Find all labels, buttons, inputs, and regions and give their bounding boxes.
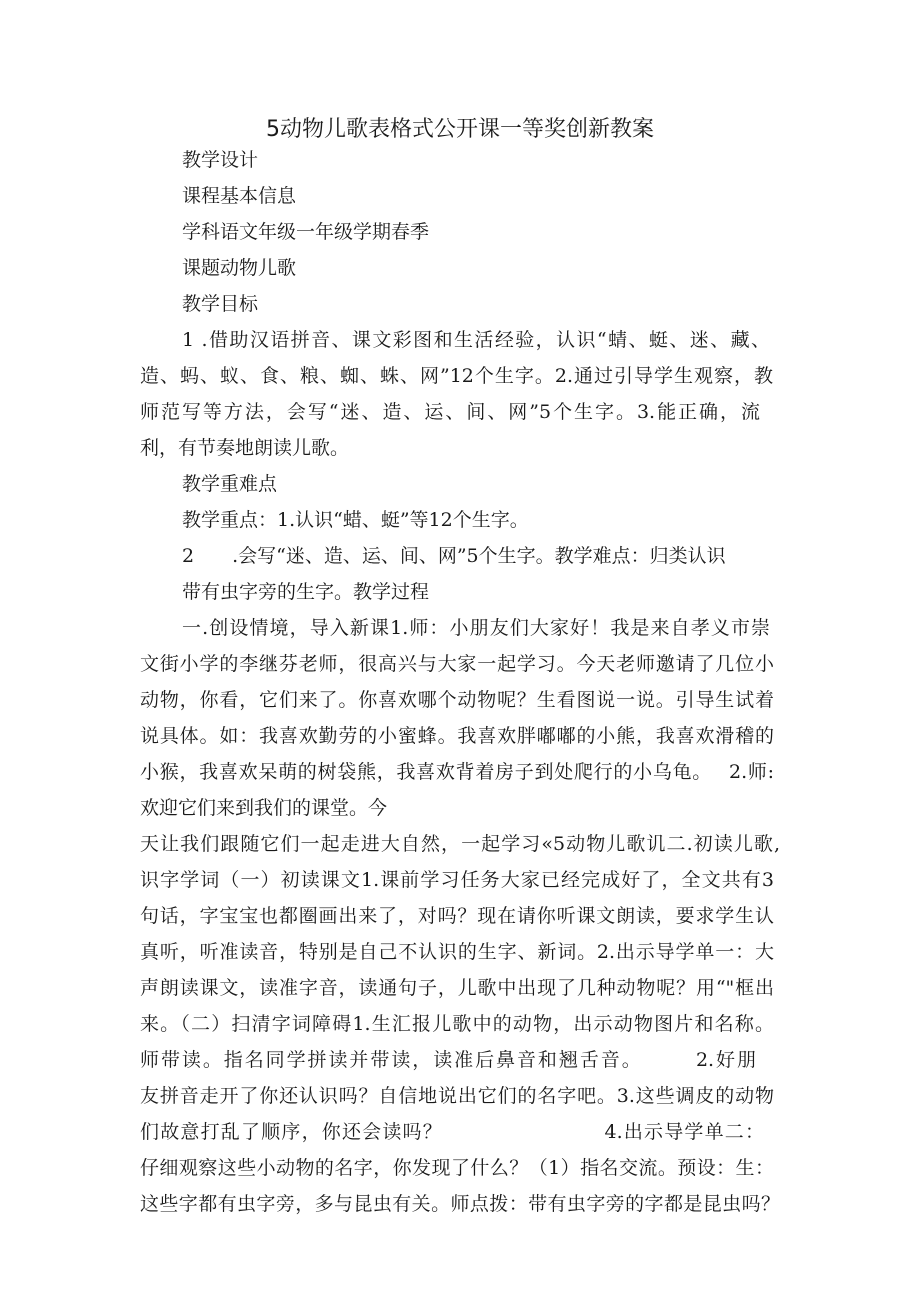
paragraph-line: 造、蚂、蚁、食、粮、蜘、蛛、网”12个生字。2.通过引导学生观察，教: [140, 365, 773, 387]
paragraph-line: 仔细观察这些小动物的名字，你发现了什么？（1）指名交流。预设：生：: [140, 1157, 774, 1179]
paragraph-line: 来。（二）扫清字词障碍1.生汇报儿歌中的动物，出示动物图片和名称。: [140, 1013, 774, 1035]
paragraph-line: 动物，你看，它们来了。你喜欢哪个动物呢？生看图说一说。引导生试着: [140, 689, 774, 711]
paragraph-line: 欢迎它们来到我们的课堂。今: [140, 797, 388, 819]
paragraph-line: 这些字都有虫字旁，多与昆虫有关。师点拨：带有虫字旁的字都是昆虫吗？: [140, 1193, 780, 1215]
paragraph-line: 友拼音走开了你还认识吗？自信地说出它们的名字吧。3.这些调皮的动物: [140, 1085, 774, 1107]
paragraph-line: 教学重点：1.认识“蜡、蜓”等12个生字。: [182, 509, 529, 531]
paragraph-line: 小猴，我喜欢呆萌的树袋熊，我喜欢背着房子到处爬行的小乌龟。 2.师:: [140, 761, 774, 783]
paragraph-line: 声朗读课文，读准字音，读通句子，儿歌中出现了几种动物呢？用“"框出: [140, 977, 774, 999]
heading-objectives: 教学目标: [182, 293, 259, 315]
paragraph-line: 利，有节奏地朗读儿歌。: [140, 437, 350, 459]
paragraph-line: 2 .会写“迷、造、运、间、网”5个生字。教学难点：归类认识: [182, 545, 726, 567]
paragraph-line: 天让我们跟随它们一起走进大自然，一起学习«5动物儿歌讥二.初读儿歌,: [140, 833, 780, 855]
paragraph-line: 真听，听准读音，特别是自己不认识的生字、新词。2.出示导学单一：大: [140, 941, 774, 963]
paragraph-line: 师带读。指名同学拼读并带读，读准后鼻音和翘舌音。 2.好朋: [140, 1049, 756, 1071]
heading-course-info: 课程基本信息: [182, 185, 297, 207]
paragraph-line: 师范写等方法，会写“迷、造、运、间、网”5个生字。3.能正确，流: [140, 401, 760, 423]
paragraph-line: 带有虫字旁的生字。教学过程: [182, 581, 430, 603]
heading-key-points: 教学重难点: [182, 473, 278, 495]
paragraph-line: 文街小学的李继芬老师，很高兴与大家一起学习。今天老师邀请了几位小: [140, 653, 774, 675]
paragraph-line: 们故意打乱了顺序，你还会读吗？ 4.出示导学单二：: [140, 1121, 764, 1143]
document-title: 5动物儿歌表格式公开课一等奖创新教案: [266, 117, 654, 142]
course-subject-line: 学科语文年级一年级学期春季: [182, 221, 430, 243]
paragraph-line: 句话，字宝宝也都圈画出来了，对吗？现在请你听课文朗读，要求学生认: [140, 905, 774, 927]
course-topic-line: 课题动物儿歌: [182, 257, 297, 279]
paragraph-line: 说具体。如：我喜欢勤劳的小蜜蜂。我喜欢胖嘟嘟的小熊，我喜欢滑稽的: [140, 725, 774, 747]
paragraph-line: 识字学词（一）初读课文1.课前学习任务大家已经完成好了，全文共有3: [140, 869, 774, 891]
paragraph-line: 一.创设情境，导入新课1.师：小朋友们大家好！我是来自孝义市崇: [182, 617, 770, 639]
heading-teaching-design: 教学设计: [182, 149, 259, 171]
paragraph-line: 1 .借助汉语拼音、课文彩图和生活经验，认识“蜻、蜓、迷、藏、: [182, 329, 770, 351]
